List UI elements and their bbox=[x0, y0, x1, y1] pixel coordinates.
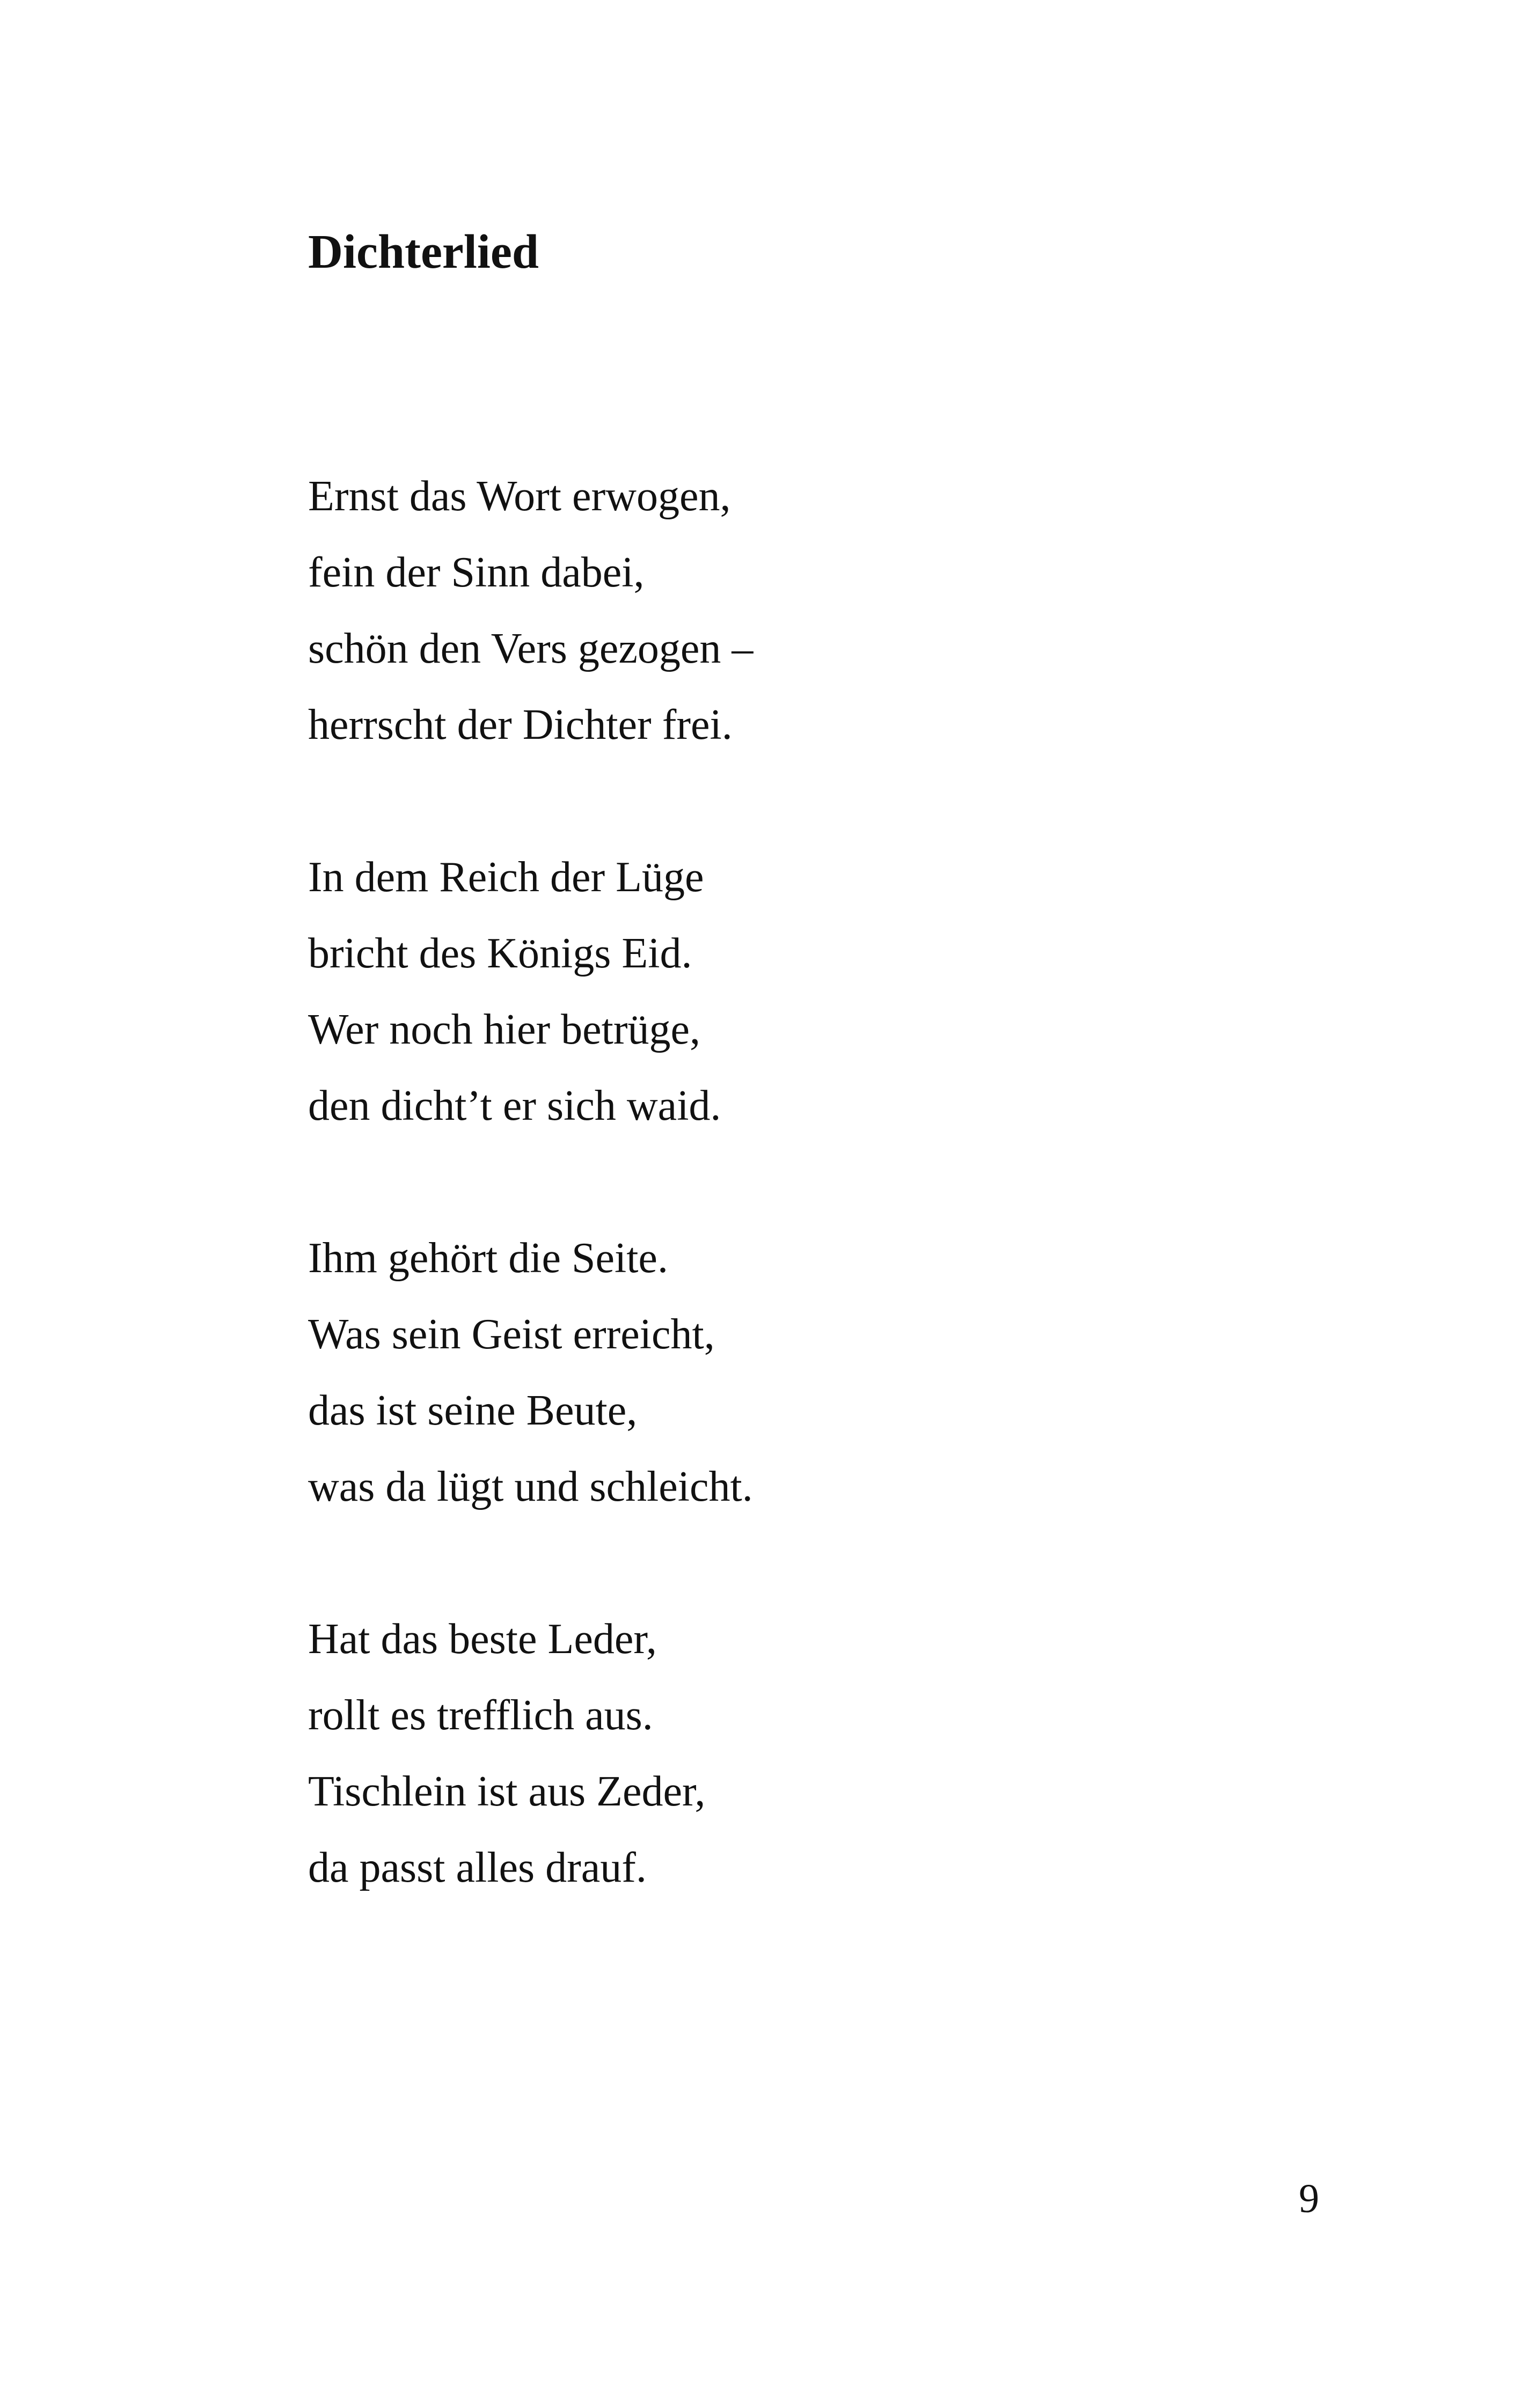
page-number: 9 bbox=[1299, 2176, 1319, 2221]
verse-line: schön den Vers gezogen – bbox=[308, 625, 754, 672]
verse-line: herrscht der Dichter frei. bbox=[308, 701, 733, 748]
verse-line: Ihm gehört die Seite. bbox=[308, 1235, 668, 1282]
verse-line: Ernst das Wort erwogen, bbox=[308, 473, 731, 520]
verse-line: bricht des Königs Eid. bbox=[308, 930, 692, 977]
verse-line: fein der Sinn dabei, bbox=[308, 549, 645, 596]
verse-line: da passt alles drauf. bbox=[308, 1844, 647, 1891]
verse-line: was da lügt und schleicht. bbox=[308, 1463, 753, 1510]
verse-line: Tischlein ist aus Zeder, bbox=[308, 1768, 706, 1815]
verse-line: Hat das beste Leder, bbox=[308, 1616, 657, 1663]
poem-title: Dichterlied bbox=[308, 225, 539, 278]
verse-line: Wer noch hier betrüge, bbox=[308, 1006, 701, 1053]
verse-line: rollt es trefflich aus. bbox=[308, 1692, 653, 1739]
verse-line: Was sein Geist erreicht, bbox=[308, 1311, 715, 1358]
verse-line: In dem Reich der Lüge bbox=[308, 854, 704, 901]
verse-line: das ist seine Beute, bbox=[308, 1387, 638, 1434]
verse-line: den dicht’t er sich waid. bbox=[308, 1082, 721, 1129]
